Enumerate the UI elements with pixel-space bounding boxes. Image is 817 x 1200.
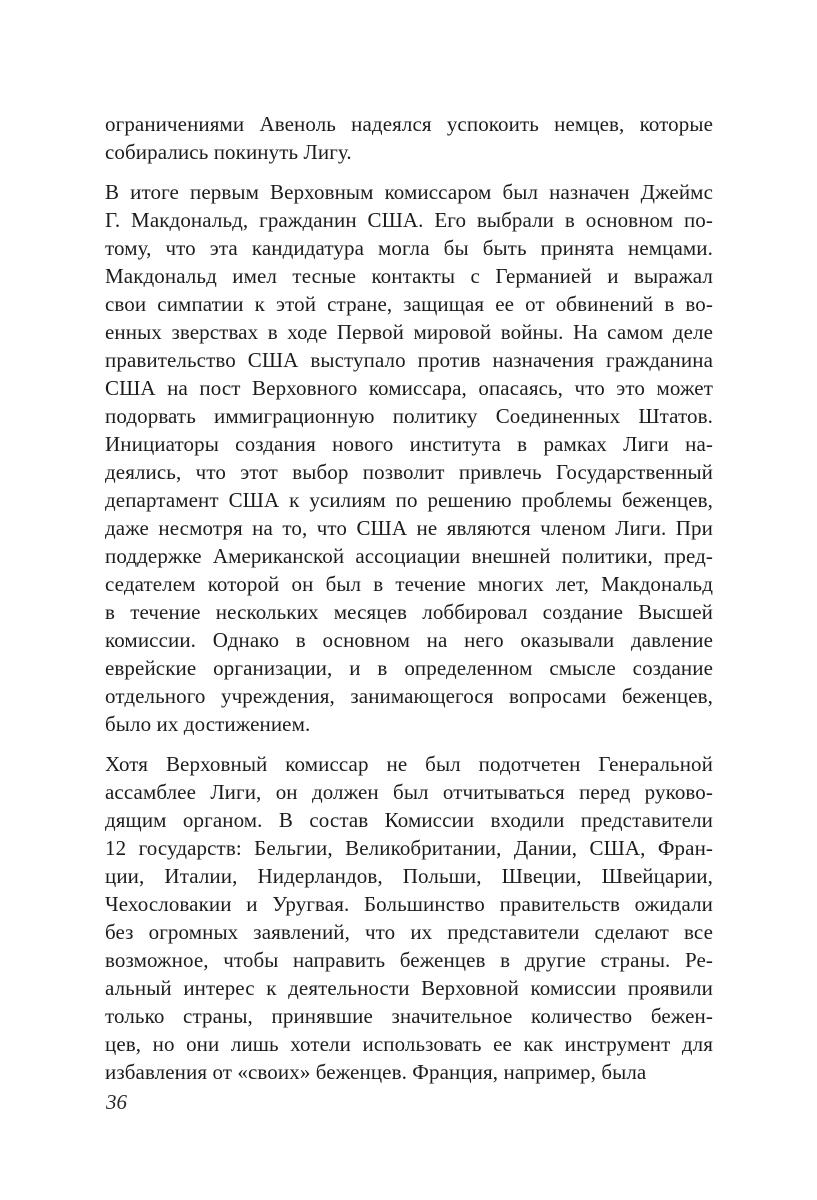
text-line: собирались покинуть Лигу. — [105, 140, 352, 164]
paragraph — [105, 750, 713, 1086]
text-line: свои симпатии к этой стране, защищая ее от обвинений в во- — [105, 292, 713, 316]
text-line: ассамблее Лиги, он должен был отчитываться перед руково- — [105, 780, 713, 804]
text-line: без огромных заявлений, что их представители сделают все — [105, 920, 713, 944]
text-line: седателем которой он был в течение многих лет, Макдональд — [105, 572, 713, 596]
text-line: деялись, что этот выбор позволит привлечь Государственный — [105, 460, 713, 484]
text-line: дящим органом. В состав Комиссии входили представители — [105, 808, 713, 832]
text-line: Инициаторы создания нового института в рамках Лиги на- — [105, 432, 713, 456]
text-line: возможное, чтобы направить беженцев в другие страны. Ре- — [105, 948, 713, 972]
text-line: было их достижением. — [105, 712, 311, 736]
text-line: подорвать иммиграционную политику Соединенных Штатов. — [105, 404, 713, 428]
text-line: Макдональд имел тесные контакты с Германией и выражал — [105, 264, 713, 288]
paragraph — [105, 178, 713, 738]
text-line: Чехословакии и Уругвая. Большинство правительств ожидали — [105, 892, 713, 916]
text-line: отдельного учреждения, занимающегося вопросами беженцев, — [105, 684, 713, 708]
text-line: даже несмотря на то, что США не являются членом Лиги. При — [105, 516, 713, 540]
text-line: В итоге первым Верховным комиссаром был назначен Джеймс — [105, 180, 713, 204]
text-line: еврейские организации, и в определенном смысле создание — [105, 656, 713, 680]
text-line: Хотя Верховный комиссар не был подотчетен Генеральной — [105, 752, 713, 776]
paragraph — [105, 110, 713, 166]
text-line: альный интерес к деятельности Верховной комиссии проявили — [105, 976, 713, 1000]
page-number: 36 — [106, 1090, 127, 1114]
text-line: только страны, принявшие значительное количество бежен- — [105, 1004, 713, 1028]
text-line: в течение нескольких месяцев лоббировал создание Высшей — [105, 600, 713, 624]
text-line: тому, что эта кандидатура могла бы быть принята немцами. — [105, 236, 713, 260]
page-text-block — [105, 110, 713, 1098]
text-line: енных зверствах в ходе Первой мировой войны. На самом деле — [105, 320, 713, 344]
text-line: 12 государств: Бельгии, Великобритании, Дании, США, Фран- — [105, 836, 713, 860]
text-line: США на пост Верховного комиссара, опасаясь, что это может — [105, 376, 713, 400]
text-line: департамент США к усилиям по решению проблемы беженцев, — [105, 488, 713, 512]
text-line: комиссии. Однако в основном на него оказывали давление — [105, 628, 713, 652]
text-line: избавления от «своих» беженцев. Франция, например, была — [105, 1060, 647, 1084]
text-line: ограничениями Авеноль надеялся успокоить немцев, которые — [105, 112, 713, 136]
text-line: Г. Макдональд, гражданин США. Его выбрали в основном по- — [105, 208, 713, 232]
text-line: поддержке Американской ассоциации внешней политики, пред- — [105, 544, 713, 568]
text-line: правительство США выступало против назначения гражданина — [105, 348, 713, 372]
text-line: цев, но они лишь хотели использовать ее как инструмент для — [105, 1032, 713, 1056]
text-line: ции, Италии, Нидерландов, Польши, Швеции, Швейцарии, — [105, 864, 713, 888]
